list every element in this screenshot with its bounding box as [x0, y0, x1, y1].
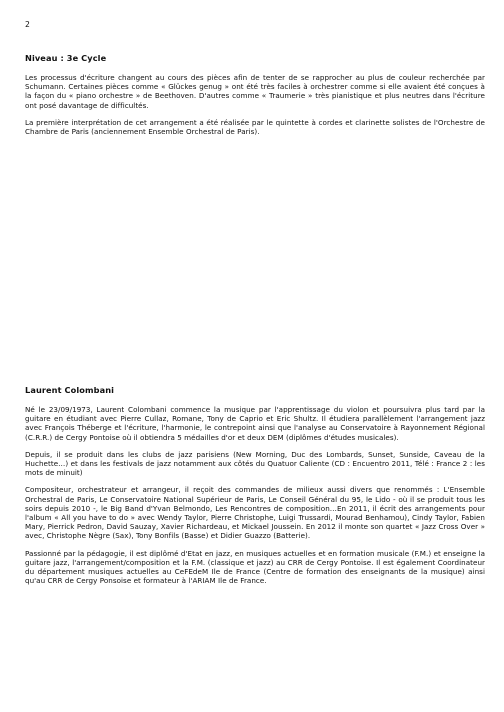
niveau-section — [25, 53, 485, 144]
biography-paragraph: Compositeur, orchestrateur et arrangeur, il reçoit des commandes de milieux aussi divers que renommés : L'Ensemble Orchestral de Paris, Le Conservatoire National Supérieur de Paris, Le Conseil Général du 95, le Lido - où il se produit tous les soirs depuis 2010 -, le Big Band d'Yvan Belmondo, Les Rencontres de composition…En 2011, il écrit des arrangements pour l'album « All you have to do » avec Wendy Taylor, Pierre Christophe, Luigi Trussardi, Mourad Benhamou), Cindy Taylor, Fabien Mary, Pierrick Pedron, David Sauzay, Xavier Richardeau, et Mickael Joussein. En 2012 il monte son quartet « Jazz Cross Over » avec, Christophe Nègre (Sax), Tony Bonfils (Basse) et Didier Guazzo (Batterie). — [25, 485, 485, 541]
niveau-heading: Niveau : 3e Cycle — [25, 53, 107, 63]
biography-paragraph: Né le 23/09/1973, Laurent Colombani commence la musique par l'apprentissage du violon et poursuivra plus tard par la guitare en étudiant avec Pierre Cullaz, Romane, Tony de Caprio et Eric Shultz. Il étudiera parallèlement l'arrangement jazz avec François Théberge et l'écriture, l'harmonie, le contrepoint ainsi que l'analyse au Conservatoire à Rayonnement Régional (C.R.R.) de Cergy Pontoise où il obtiendra 5 médailles d'or et deux DEM (diplômes d'études musicales). — [25, 405, 485, 442]
biography-section — [25, 385, 485, 593]
biography-paragraph: Depuis, il se produit dans les clubs de jazz parisiens (New Morning, Duc des Lombards, Sunset, Sunside, Caveau de la Huchette…) et dans les festivals de jazz notamment aux côtés du Quatuor Caliente (CD : Encuentro 2011, Télé : France 2 : les mots de minuit) — [25, 449, 485, 478]
biography-heading: Laurent Colombani — [25, 385, 115, 395]
niveau-paragraph: La première interprétation de cet arrangement a été réalisée par le quintette à cordes et clarinette solistes de l'Orchestre de Chambre de Paris (anciennement Ensemble Orchestral de Paris). — [25, 117, 485, 137]
page-number: 2 — [25, 20, 30, 29]
biography-paragraph: Passionné par la pédagogie, il est diplômé d'Etat en jazz, en musiques actuelles et en formation musicale (F.M.) et enseigne la guitare jazz, l'arrangement/composition et la F.M. (classique et jazz) au CRR de Cergy Pontoise. Il est également Coordinateur du département musiques actuelles au CeFEdeM Ile de France (Centre de formation des enseignants de la musique) ainsi qu'au CRR de Cergy Ponsoise et formateur à l'ARIAM Ile de France. — [25, 548, 485, 586]
niveau-paragraph: Les processus d'écriture changent au cours des pièces afin de tenter de se rapprocher au plus de couleur recherchée par Schumann. Certaines pièces comme « Glückes genug » ont été très faciles à orchestrer comme si elle avaient été conçues à la façon du « piano orchestre » de Beethoven. D'autres comme « Traumerie » très pianistique et plus neutres dans l'écriture ont posé davantage de difficultés. — [25, 73, 485, 110]
